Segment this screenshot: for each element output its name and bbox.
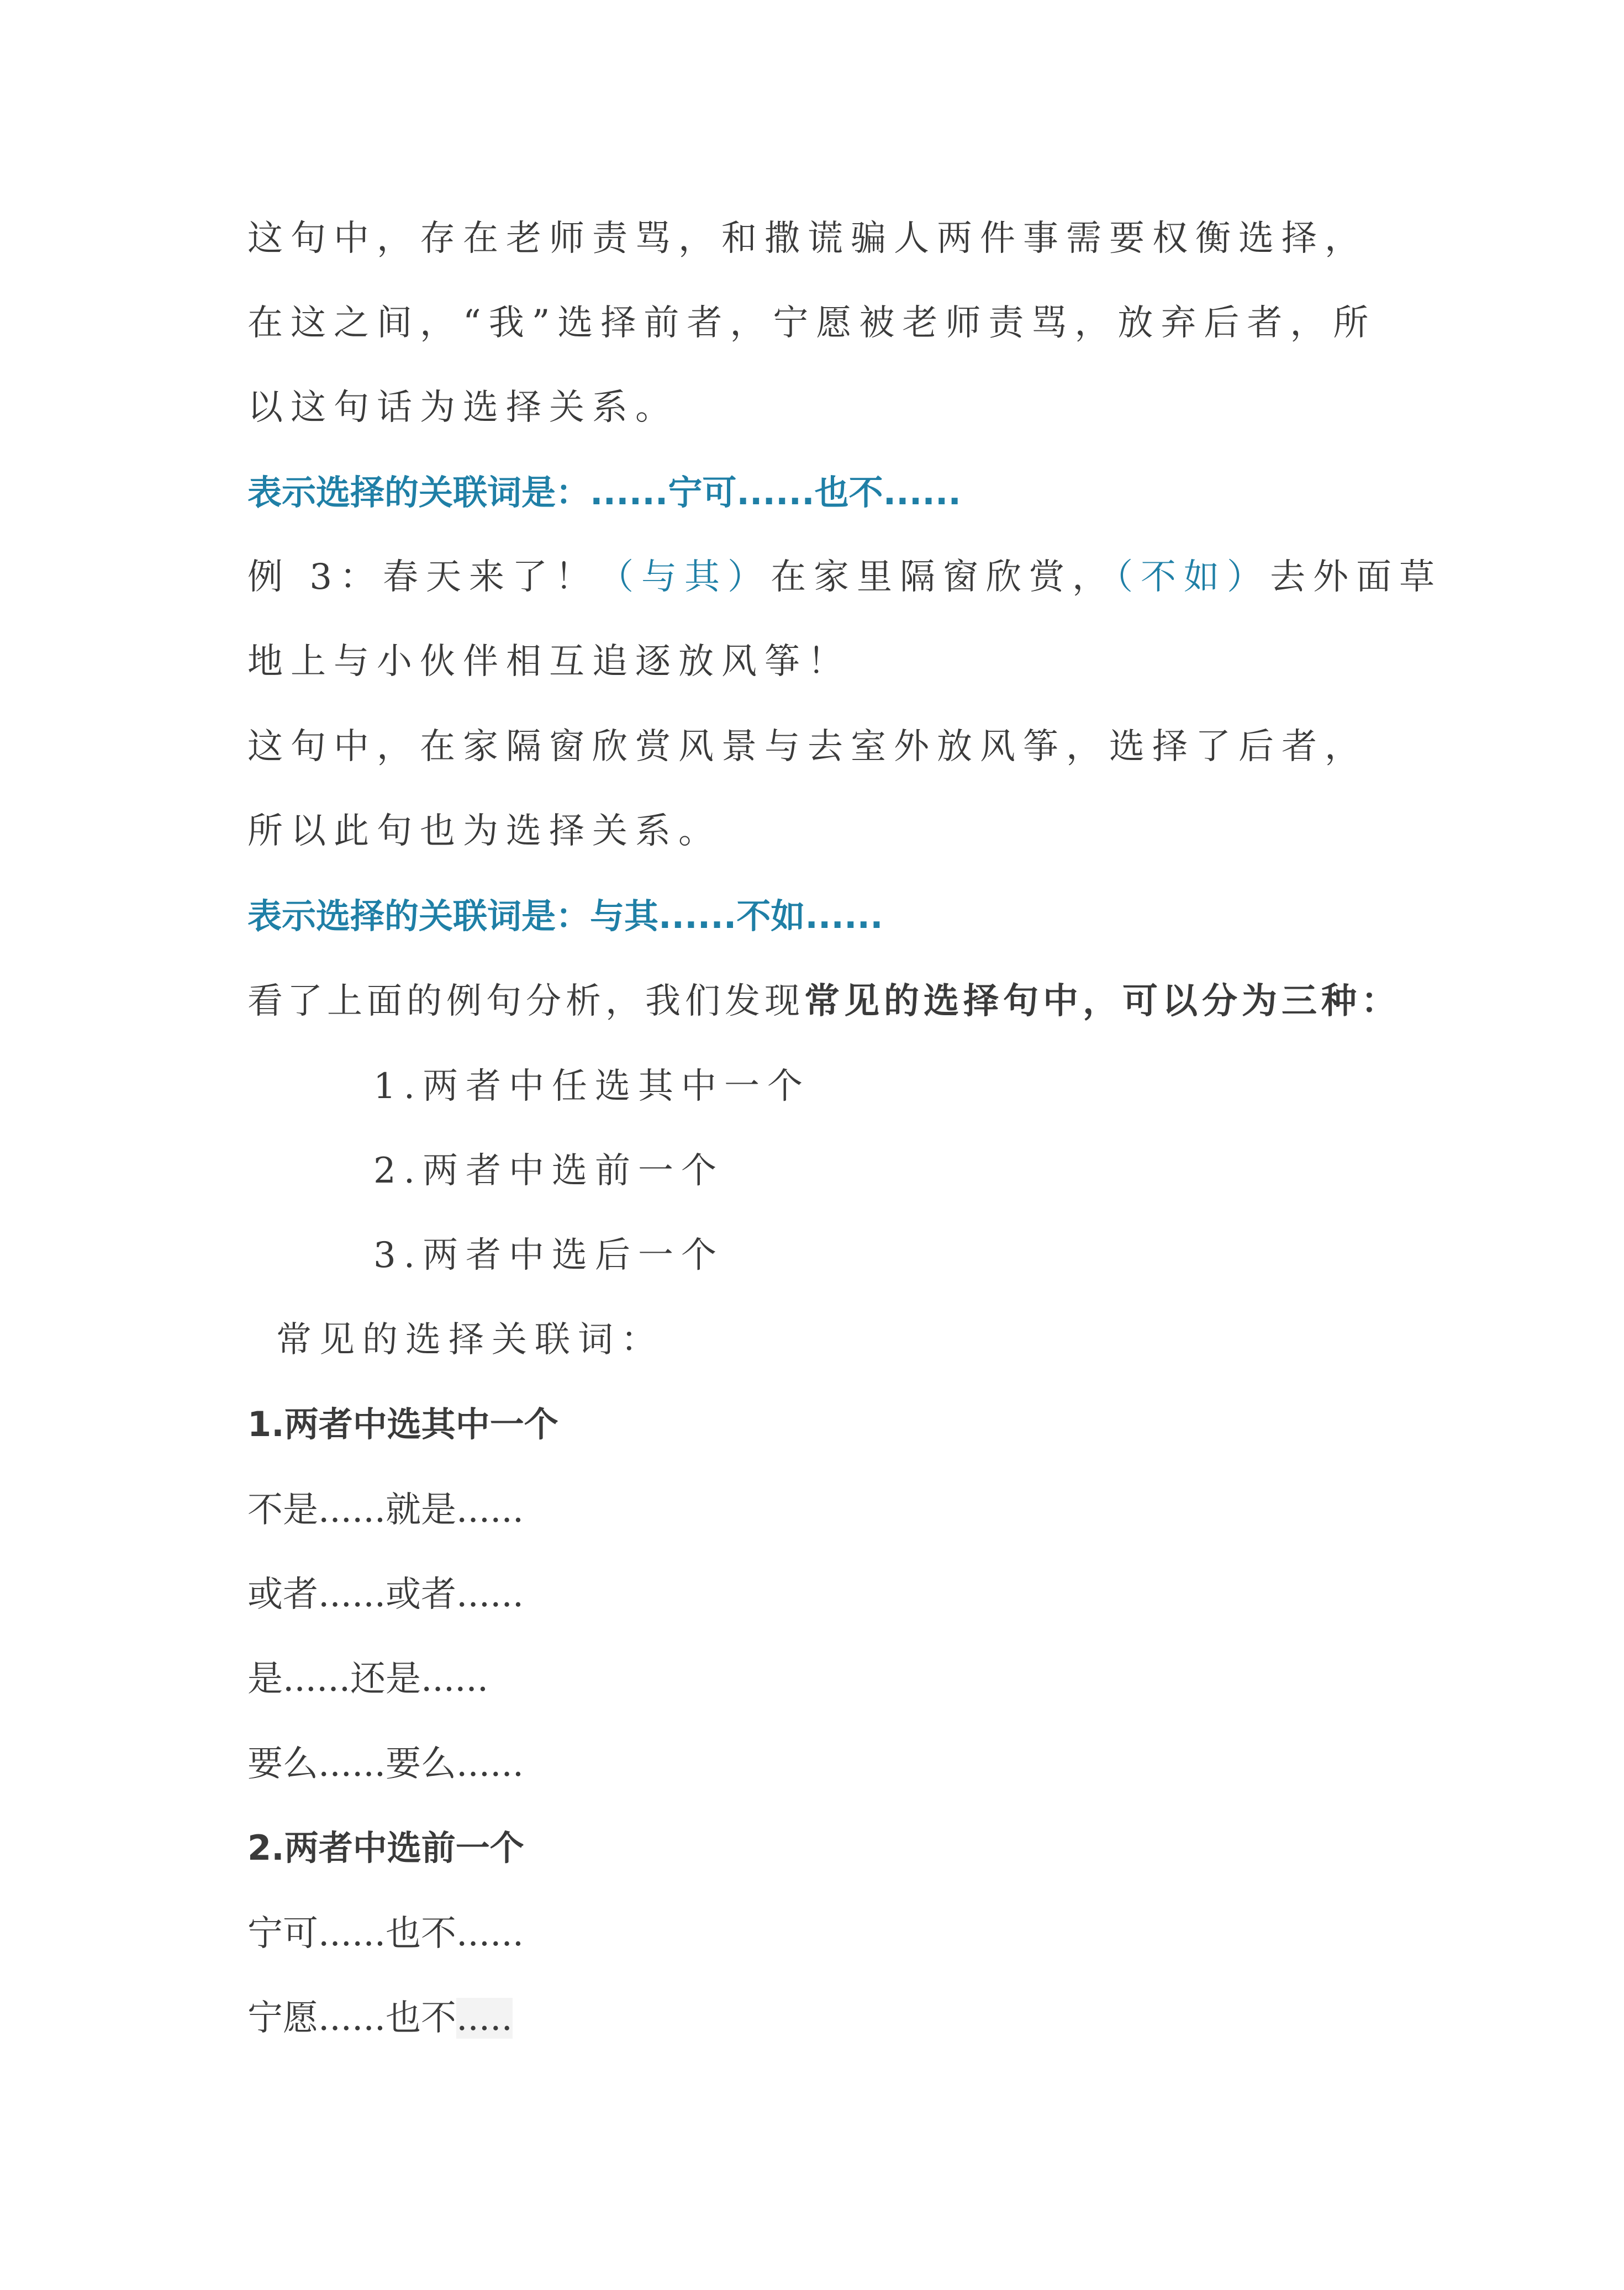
summary-prefix: 看了上面的例句分析，我们发现: [247, 981, 804, 1022]
summary-bold: 常见的选择句中，可以分为三种：: [804, 981, 1401, 1022]
list-item: 不是......就是......: [247, 1490, 524, 1531]
connective-keyword: （与其）: [598, 557, 771, 598]
list-item: 宁可......也不......: [247, 1913, 524, 1954]
list-item: 或者......或者......: [247, 1574, 524, 1615]
list-item: 要么......要么......: [247, 1744, 524, 1785]
section-heading: 1.两者中选其中一个: [247, 1404, 558, 1444]
paragraph-line: 以这句话为选择关系。: [247, 387, 678, 428]
paragraph-line: 在这之间，“我”选择前者，宁愿被老师责骂，放弃后者，所: [247, 303, 1377, 344]
common-connectives-title: 常见的选择关联词：: [276, 1320, 664, 1360]
example-3-middle: 在家里隔窗欣赏，: [771, 557, 1116, 598]
example-3-suffix: 去外面草: [1270, 557, 1443, 598]
type-item: 2.两者中选前一个: [373, 1151, 725, 1191]
paragraph-line: 这句中，在家隔窗欣赏风景与去室外放风筝，选择了后者，: [247, 726, 1368, 767]
paragraph-line: 这句中，存在老师责骂，和撒谎骗人两件事需要权衡选择，: [247, 218, 1368, 259]
type-item: 1.两者中任选其中一个: [373, 1066, 811, 1107]
section-heading: 2.两者中选前一个: [247, 1828, 524, 1868]
connective-heading: 表示选择的关联词是：......宁可......也不......: [247, 472, 961, 513]
list-item: [247, 1998, 513, 2039]
type-item: 3.两者中选后一个: [373, 1235, 725, 1276]
list-item-text: 宁愿......也不: [247, 1998, 457, 2039]
connective-heading: 表示选择的关联词是：与其......不如......: [247, 896, 883, 936]
example-3-line: [247, 557, 1443, 598]
text-selection-highlight: .....: [456, 1998, 513, 2039]
connective-keyword: （不如）: [1115, 557, 1270, 598]
list-item: 是......还是......: [247, 1659, 489, 1700]
summary-line: [247, 981, 1401, 1022]
paragraph-line: 地上与小伙伴相互追逐放风筝！: [247, 641, 851, 682]
paragraph-line: 所以此句也为选择关系。: [247, 811, 721, 852]
example-3-prefix: 例 3：春天来了！: [247, 557, 599, 598]
